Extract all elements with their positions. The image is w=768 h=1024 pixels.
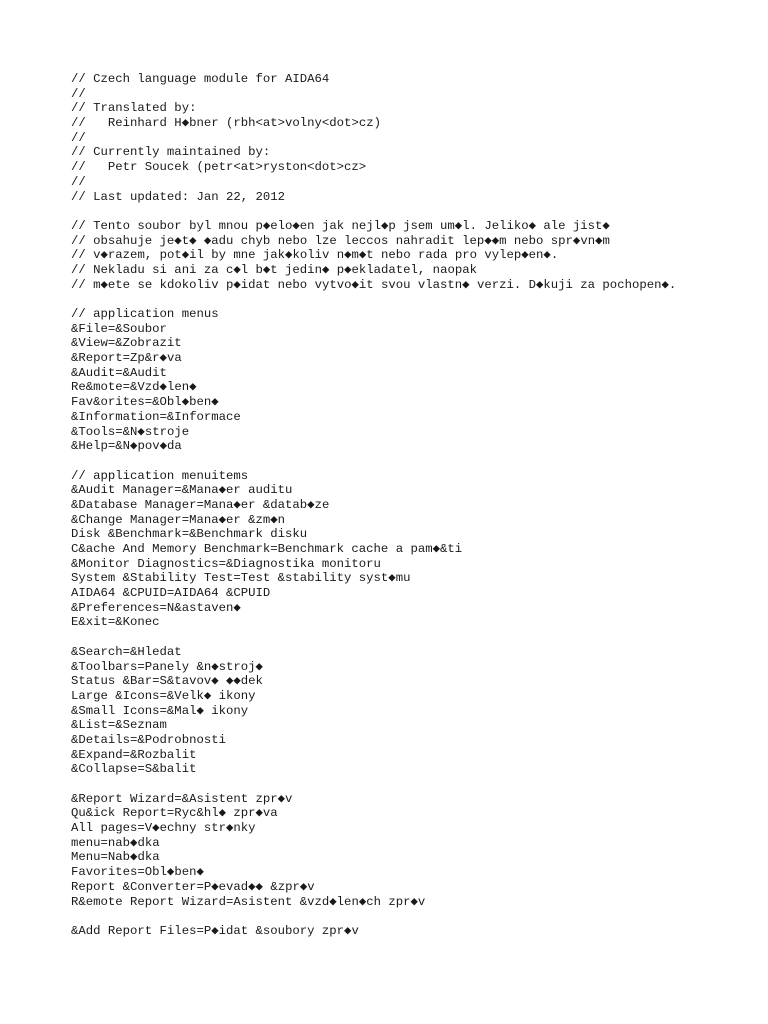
text-line: Re&mote=&Vzd◆len◆ (71, 380, 197, 395)
text-line: &Tools=&N◆stroje (71, 424, 190, 439)
text-line: // Nekladu si ani za c◆l b◆t jedin◆ p◆ekladatel, naopak (71, 262, 477, 277)
text-line: // (71, 130, 86, 145)
text-line: &Small Icons=&Mal◆ ikony (71, 703, 249, 718)
text-line: Large &Icons=&Velk◆ ikony (71, 688, 256, 703)
text-line: &View=&Zobrazit (71, 336, 182, 351)
text-line: R&emote Report Wizard=Asistent &vzd◆len◆ch zpr◆v (71, 894, 426, 909)
text-line: // Last updated: Jan 22, 2012 (71, 189, 286, 204)
text-line: Report &Converter=P◆evad◆◆ &zpr◆v (71, 879, 315, 894)
text-line: Status &Bar=S&tavov◆ ◆◆dek (71, 674, 263, 689)
text-line: &Information=&Informace (71, 409, 241, 424)
text-line: // Reinhard H◆bner (rbh<at>volny<dot>cz) (71, 116, 381, 131)
text-line (71, 630, 761, 645)
text-line: &Add Report Files=P◆idat &soubory zpr◆v (71, 923, 359, 938)
text-line: &Toolbars=Panely &n◆stroj◆ (71, 659, 263, 674)
text-line: &File=&Soubor (71, 321, 167, 336)
text-line: // Currently maintained by: (71, 145, 271, 160)
text-line: &Audit=&Audit (71, 365, 167, 380)
text-line: &Help=&N◆pov◆da (71, 439, 182, 454)
text-line: Fav&orites=&Obl◆ben◆ (71, 395, 219, 410)
text-line: &Collapse=S&balit (71, 762, 197, 777)
text-line: C&ache And Memory Benchmark=Benchmark cache a pam◆&ti (71, 542, 463, 556)
text-line: // Translated by: (71, 101, 197, 116)
text-line: &Change Manager=Mana◆er &zm◆n (71, 512, 286, 527)
text-line: &Audit Manager=&Mana◆er auditu (71, 483, 293, 498)
text-line: &Expand=&Rozbalit (71, 747, 197, 762)
text-line: Menu=Nab◆dka (71, 850, 160, 865)
text-line: &Monitor Diagnostics=&Diagnostika monitoru (71, 556, 381, 571)
text-line (71, 292, 761, 307)
text-line: Qu&ick Report=Ryc&hl◆ zpr◆va (71, 806, 278, 821)
text-line: All pages=V◆echny str◆nky (71, 821, 256, 836)
text-line: // m◆ete se kdokoliv p◆idat nebo vytvo◆it svou vlastn◆ verzi. D◆kuji za pochopen◆. (71, 277, 677, 292)
text-line: // Czech language module for AIDA64 (71, 72, 330, 86)
text-line: Favorites=Obl◆ben◆ (71, 865, 204, 880)
text-line: Disk &Benchmark=&Benchmark disku (71, 527, 308, 542)
text-line: System &Stability Test=Test &stability syst◆mu (71, 571, 411, 586)
text-line: &Search=&Hledat (71, 644, 182, 659)
text-line: // application menuitems (71, 468, 249, 483)
text-line: // obsahuje je◆t◆ ◆adu chyb nebo lze leccos nahradit lep◆◆m nebo spr◆vn◆m (71, 233, 610, 248)
text-line: E&xit=&Konec (71, 615, 160, 630)
text-line: // Tento soubor byl mnou p◆elo◆en jak nejl◆p jsem um◆l. Jeliko◆ ale jist◆ (71, 218, 610, 233)
text-line: &Database Manager=Mana◆er &datab◆ze (71, 497, 330, 512)
text-line (71, 909, 761, 924)
text-line: &Report Wizard=&Asistent zpr◆v (71, 791, 293, 806)
text-line: menu=nab◆dka (71, 835, 160, 850)
text-line: &Preferences=N&astaven◆ (71, 600, 241, 615)
text-line (71, 777, 761, 792)
text-line: // application menus (71, 307, 219, 321)
text-line: AIDA64 &CPUID=AIDA64 &CPUID (71, 586, 271, 601)
text-line (71, 204, 761, 219)
document-text (71, 72, 761, 939)
text-line: // v◆razem, pot◆il by mne jak◆koliv n◆m◆t nebo rada pro vylep◆en◆. (71, 248, 559, 263)
text-line: &List=&Seznam (71, 718, 167, 733)
text-line (71, 454, 761, 469)
text-line: // Petr Soucek (petr<at>ryston<dot>cz> (71, 160, 367, 175)
text-line: &Report=Zp&r◆va (71, 351, 182, 366)
text-line: &Details=&Podrobnosti (71, 732, 226, 747)
text-line: // (71, 174, 86, 189)
text-line: // (71, 86, 86, 101)
